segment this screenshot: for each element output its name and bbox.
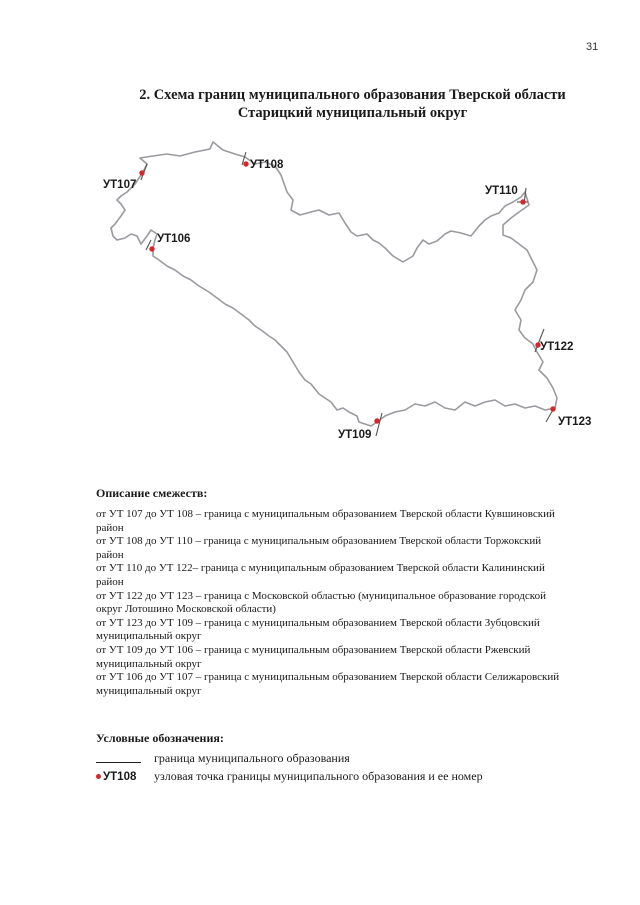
legend-point-label: УТ108: [103, 770, 137, 783]
legend-point-text: узловая точка границы муниципального образования и ее номер: [154, 769, 483, 783]
point-ut123: [550, 406, 555, 411]
title-line-2: Старицкий муниципальный округ: [237, 105, 468, 121]
legend-boundary: [96, 751, 350, 766]
point-ut108: [243, 161, 248, 166]
nodal-points: [139, 161, 555, 423]
page-number: 31: [586, 41, 599, 53]
legend-point-symbol: [96, 771, 154, 783]
label-ut123: УТ123: [558, 416, 592, 428]
legend-point: [96, 769, 483, 784]
boundary-line-symbol: [96, 754, 141, 763]
adjacency-item: от УТ 107 до УТ 108 – граница с муниципальным образованием Тверской области Кувшиновский район: [96, 508, 555, 534]
legend-boundary-text: граница муниципального образования: [154, 751, 350, 765]
adjacency-heading: Описание смежеств:: [96, 486, 208, 500]
label-ut109: УТ109: [338, 429, 372, 441]
label-ut107: УТ107: [103, 179, 137, 191]
red-dot-icon: [96, 774, 101, 779]
point-ut107: [139, 170, 144, 175]
point-ut106: [149, 246, 154, 251]
adjacency-item: от УТ 106 до УТ 107 – граница с муниципальным образованием Тверской области Селижаровский муниципальный округ: [96, 671, 560, 697]
page-title: [0, 86, 640, 122]
point-ut109: [374, 418, 379, 423]
adjacency-item: от УТ 110 до УТ 122– граница с муниципальным образованием Тверской области Калининский район: [96, 562, 545, 588]
adjacency-list: [96, 508, 616, 698]
adjacency-item: от УТ 123 до УТ 109 – граница с муниципальным образованием Тверской области Зубцовский муниципальный округ: [96, 616, 540, 643]
adjacency-item: от УТ 122 до УТ 123 – граница с Московской областью (муниципальное образование городской округ Лотошино Московской области): [96, 589, 546, 616]
adjacency-item: от УТ 109 до УТ 106 – граница с муниципальным образованием Тверской области Ржевский муниципальный округ: [96, 643, 531, 670]
point-ut110: [520, 199, 525, 204]
title-line-1: 2. Схема границ муниципального образования Тверской области: [139, 87, 566, 103]
boundary-map: [95, 140, 615, 460]
label-ut110: УТ110: [485, 185, 518, 197]
adjacency-item: от УТ 108 до УТ 110 – граница с муниципальным образованием Тверской области Торжокский район: [96, 535, 542, 561]
legend-heading: Условные обозначения:: [96, 731, 224, 745]
label-ut106: УТ106: [157, 233, 191, 245]
label-ut122: УТ122: [540, 341, 574, 353]
label-ut108: УТ108: [250, 159, 284, 171]
